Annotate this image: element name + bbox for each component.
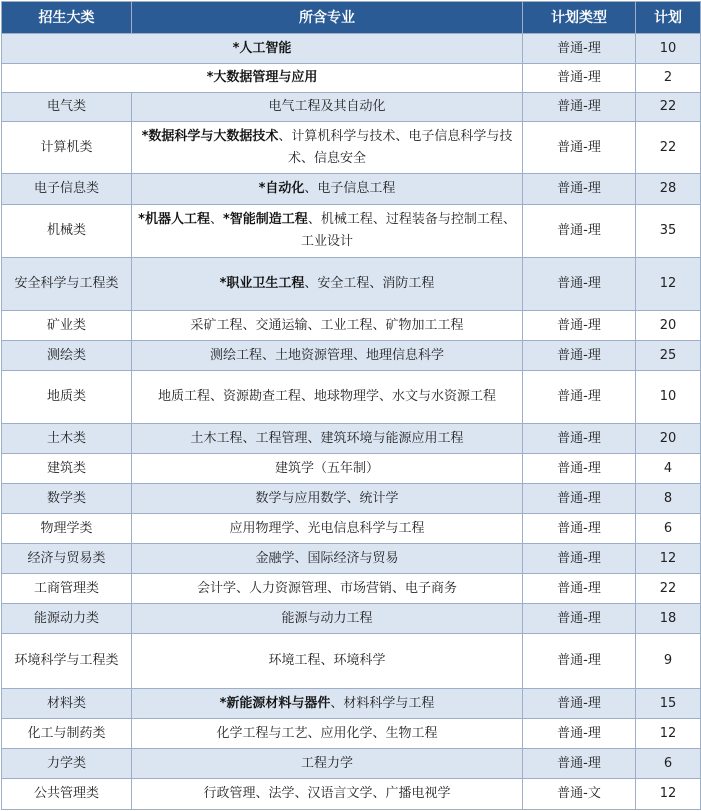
plan-type-cell: 普通-理: [523, 689, 636, 719]
majors-cell: [132, 258, 523, 311]
majors-cell: [132, 574, 523, 604]
major-text: 、安全工程、消防工程: [304, 276, 435, 291]
majors-cell: [132, 341, 523, 371]
table-row: [2, 174, 701, 205]
major-text: 土木工程、工程管理、建筑环境与能源应用工程: [190, 430, 464, 446]
table-row: [2, 634, 701, 689]
header-plan-count: 计划: [636, 2, 701, 34]
table-row: [2, 484, 701, 514]
plan-count-cell: 10: [636, 34, 701, 64]
majors-cell: [132, 779, 523, 810]
plan-count-cell: 12: [636, 779, 701, 810]
plan-type-cell: 普通-理: [523, 258, 636, 311]
table-row: [2, 514, 701, 544]
plan-count-cell: 22: [636, 122, 701, 174]
category-cell: 机械类: [2, 205, 132, 258]
plan-type-cell: 普通-理: [523, 371, 636, 424]
plan-type-cell: 普通-理: [523, 311, 636, 341]
header-plan-type: 计划类型: [523, 2, 636, 34]
featured-major: *机器人工程: [138, 212, 210, 227]
majors-cell: [132, 514, 523, 544]
category-cell: 能源动力类: [2, 604, 132, 634]
plan-type-cell: 普通-理: [523, 484, 636, 514]
category-cell: 计算机类: [2, 122, 132, 174]
plan-count-cell: 25: [636, 341, 701, 371]
plan-count-cell: 28: [636, 174, 701, 205]
table-row: [2, 205, 701, 258]
majors-cell: [132, 454, 523, 484]
featured-major: *新能源材料与器件: [219, 695, 331, 711]
plan-type-cell: 普通-理: [523, 544, 636, 574]
category-cell: 数学类: [2, 484, 132, 514]
majors-cell: [132, 604, 523, 634]
plan-type-cell: 普通-理: [523, 634, 636, 689]
plan-type-cell: 普通-理: [523, 749, 636, 779]
plan-count-cell: 20: [636, 424, 701, 454]
plan-count-cell: 6: [636, 749, 701, 779]
major-text: 能源与动力工程: [281, 610, 373, 626]
major-text: 工程力学: [300, 755, 353, 771]
plan-count-cell: 18: [636, 604, 701, 634]
major-text: 环境工程、环境科学: [268, 653, 386, 668]
table-row: [2, 574, 701, 604]
featured-major: *职业卫生工程: [219, 276, 305, 291]
plan-type-cell: 普通-理: [523, 514, 636, 544]
plan-type-cell: 普通-理: [523, 424, 636, 454]
majors-cell: [132, 93, 523, 122]
plan-type-cell: 普通-理: [523, 341, 636, 371]
featured-major: *智能制造工程: [223, 212, 308, 227]
table-row: [2, 371, 701, 424]
table-body: [2, 34, 701, 810]
table-row: [2, 604, 701, 634]
enrollment-plan-table: [1, 1, 701, 810]
major-text: 、电子信息工程: [304, 181, 396, 196]
table-row: [2, 454, 701, 484]
plan-type-cell: 普通-理: [523, 93, 636, 122]
category-cell: 化工与制药类: [2, 719, 132, 749]
plan-count-cell: 4: [636, 454, 701, 484]
plan-count-cell: 15: [636, 689, 701, 719]
major-text: 、: [209, 212, 223, 227]
table-row: [2, 311, 701, 341]
category-cell: 安全科学与工程类: [2, 258, 132, 311]
header-majors: 所含专业: [132, 2, 523, 34]
category-cell: 环境科学与工程类: [2, 634, 132, 689]
table-row: [2, 258, 701, 311]
major-text: 、机械工程、过程装备与控制工程、工业设计: [300, 212, 516, 249]
majors-cell: [2, 64, 523, 93]
major-text: 采矿工程、交通运输、工业工程、矿物加工工程: [190, 317, 464, 333]
major-text: 、计算机科学与技术、电子信息科学与技术、信息安全: [278, 128, 513, 166]
header-category: 招生大类: [2, 2, 132, 34]
plan-type-cell: 普通-理: [523, 604, 636, 634]
plan-count-cell: 8: [636, 484, 701, 514]
majors-cell: [132, 424, 523, 454]
plan-type-cell: 普通-文: [523, 779, 636, 810]
plan-count-cell: 12: [636, 258, 701, 311]
table-row: [2, 34, 701, 64]
plan-count-cell: 22: [636, 574, 701, 604]
table-row: [2, 689, 701, 719]
major-text: 数学与应用数学、统计学: [255, 490, 399, 506]
category-cell: 矿业类: [2, 311, 132, 341]
category-cell: 电子信息类: [2, 174, 132, 205]
table-row: [2, 544, 701, 574]
featured-major: *数据科学与大数据技术: [141, 128, 279, 144]
major-text: 金融学、国际经济与贸易: [255, 550, 399, 566]
major-text: 行政管理、法学、汉语言文学、广播电视学: [203, 786, 451, 801]
category-cell: 物理学类: [2, 514, 132, 544]
table-row: [2, 64, 701, 93]
majors-cell: [132, 484, 523, 514]
category-cell: 建筑类: [2, 454, 132, 484]
majors-cell: [132, 689, 523, 719]
header-row: [2, 2, 701, 34]
category-cell: 力学类: [2, 749, 132, 779]
majors-cell: [132, 174, 523, 205]
table-row: [2, 122, 701, 174]
category-cell: 地质类: [2, 371, 132, 424]
featured-major: *自动化: [258, 181, 305, 196]
category-cell: 工商管理类: [2, 574, 132, 604]
major-text: 建筑学（五年制）: [274, 460, 379, 476]
plan-count-cell: 35: [636, 205, 701, 258]
plan-type-cell: 普通-理: [523, 454, 636, 484]
category-cell: 土木类: [2, 424, 132, 454]
plan-count-cell: 22: [636, 93, 701, 122]
majors-cell: [2, 34, 523, 64]
category-cell: 测绘类: [2, 341, 132, 371]
major-text: 测绘工程、土地资源管理、地理信息科学: [209, 347, 444, 363]
majors-cell: [132, 544, 523, 574]
major-text: 地质工程、资源勘查工程、地球物理学、水文与水资源工程: [157, 389, 496, 404]
plan-count-cell: 10: [636, 371, 701, 424]
category-cell: 经济与贸易类: [2, 544, 132, 574]
plan-count-cell: 12: [636, 719, 701, 749]
plan-type-cell: 普通-理: [523, 174, 636, 205]
plan-type-cell: 普通-理: [523, 122, 636, 174]
category-cell: 电气类: [2, 93, 132, 122]
table-row: [2, 424, 701, 454]
plan-type-cell: 普通-理: [523, 574, 636, 604]
plan-count-cell: 2: [636, 64, 701, 93]
majors-cell: [132, 634, 523, 689]
featured-major: *人工智能: [232, 40, 292, 56]
category-cell: 材料类: [2, 689, 132, 719]
majors-cell: [132, 122, 523, 174]
table-row: [2, 749, 701, 779]
majors-cell: [132, 205, 523, 258]
table-row: [2, 719, 701, 749]
table-row: [2, 779, 701, 810]
plan-type-cell: 普通-理: [523, 34, 636, 64]
featured-major: *大数据管理与应用: [206, 70, 318, 85]
plan-type-cell: 普通-理: [523, 719, 636, 749]
major-text: 会计学、人力资源管理、市场营销、电子商务: [196, 580, 457, 596]
table-row: [2, 93, 701, 122]
major-text: 、材料科学与工程: [330, 695, 435, 711]
majors-cell: [132, 749, 523, 779]
major-text: 化学工程与工艺、应用化学、生物工程: [216, 725, 438, 741]
category-cell: 公共管理类: [2, 779, 132, 810]
major-text: 电气工程及其自动化: [268, 99, 386, 114]
plan-count-cell: 6: [636, 514, 701, 544]
majors-cell: [132, 311, 523, 341]
majors-cell: [132, 371, 523, 424]
plan-count-cell: 9: [636, 634, 701, 689]
majors-cell: [132, 719, 523, 749]
table-row: [2, 341, 701, 371]
major-text: 应用物理学、光电信息科学与工程: [229, 520, 425, 536]
plan-type-cell: 普通-理: [523, 205, 636, 258]
plan-count-cell: 12: [636, 544, 701, 574]
plan-type-cell: 普通-理: [523, 64, 636, 93]
plan-count-cell: 20: [636, 311, 701, 341]
